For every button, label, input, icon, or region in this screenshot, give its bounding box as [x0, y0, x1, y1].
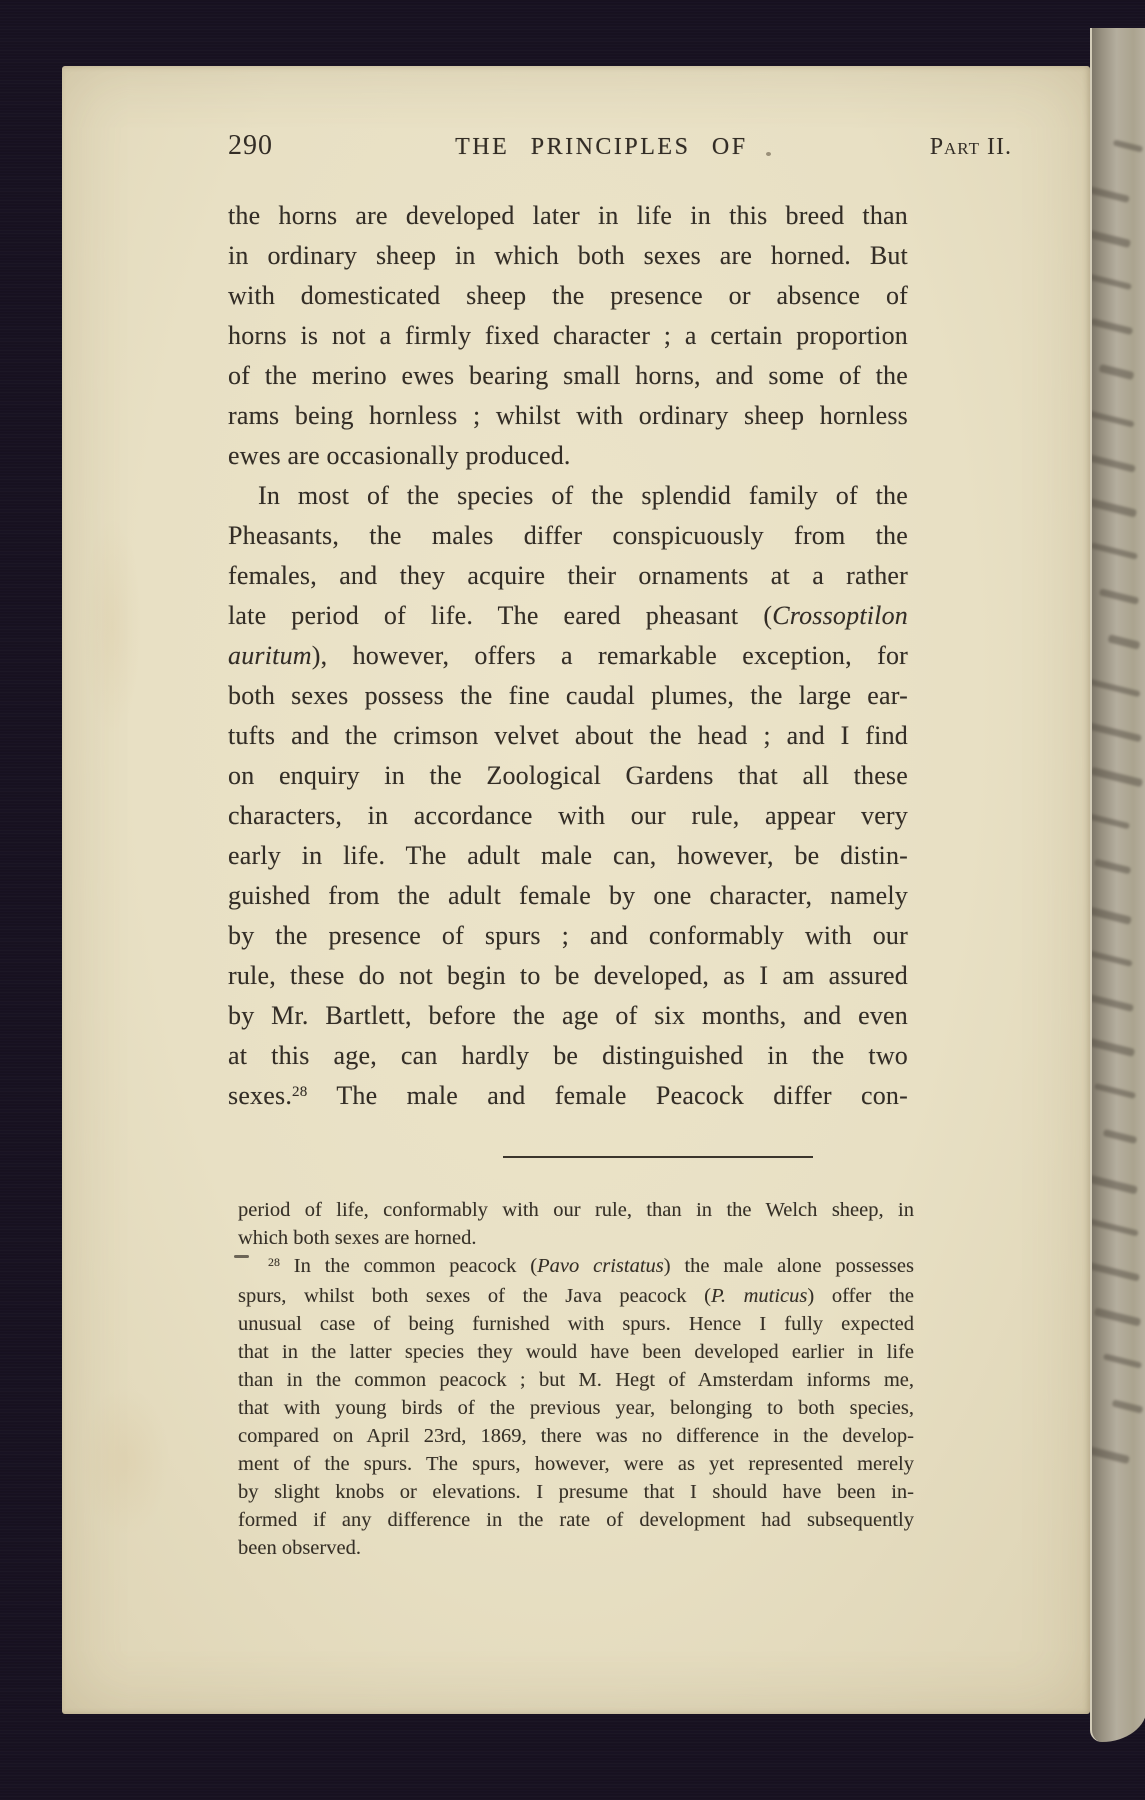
- text-line: early in life. The adult male can, however, be distin-: [228, 841, 908, 870]
- blurred-text-line: [1099, 588, 1140, 604]
- footnote-line: than in the common peacock ; but M. Hegt of Amsterdam informs me,: [238, 1369, 914, 1391]
- footnote-line: compared on April 23rd, 1869, there was no difference in the develop-: [238, 1425, 914, 1447]
- book-page: [62, 66, 1090, 1714]
- blurred-text-line: [1090, 767, 1143, 788]
- blurred-text-line: [1090, 226, 1131, 248]
- blurred-text-line: [1090, 945, 1133, 967]
- blurred-text-line: [1090, 404, 1135, 427]
- footnote-line: spurs, whilst both sexes of the Java peacock (P. muticus) offer the: [238, 1285, 914, 1307]
- page-stain: [80, 1386, 170, 1536]
- text-line: Pheasants, the males differ conspicuously from the: [228, 521, 908, 550]
- blurred-text-line: [1103, 1353, 1142, 1368]
- blurred-text-line: [1090, 675, 1141, 698]
- footnote-line: period of life, conformably with our rule, than in the Welch sheep, in: [238, 1199, 914, 1221]
- blurred-text-line: [1090, 1215, 1139, 1236]
- part-label: Part II.: [929, 134, 1012, 160]
- footnote-line: that with young birds of the previous year, belonging to both species,: [238, 1397, 914, 1419]
- footnote-line: which both sexes are horned.: [238, 1227, 477, 1249]
- blurred-text-line: [1108, 634, 1141, 650]
- footnote-line: unusual case of being furnished with spurs. Hence I fully expected: [238, 1313, 914, 1335]
- text-line: In most of the species of the splendid family of the: [258, 481, 908, 510]
- blurred-text-line: [1090, 180, 1130, 203]
- text-line: with domesticated sheep the presence or absence of: [228, 281, 908, 310]
- text-line: rams being hornless ; whilst with ordinary sheep hornless: [228, 401, 908, 430]
- text-line: sexes.$^{28}$ The male and female Peacock differ con-: [228, 1081, 908, 1110]
- footnote-section: [238, 1196, 914, 1562]
- text-line: ewes are occasionally produced.: [228, 441, 571, 470]
- text-line: guished from the adult female by one character, namely: [228, 881, 908, 910]
- ink-artifact-dash: [234, 1255, 249, 1258]
- blurred-text-line: [1090, 318, 1133, 335]
- footnote-line: $^{28}$ In the common peacock (Pavo cristatus) the male alone possesses: [268, 1255, 914, 1277]
- blurred-text-line: [1094, 859, 1132, 875]
- footnote-line: formed if any difference in the rate of development had subsequently: [238, 1509, 914, 1531]
- footnote-line: been observed.: [238, 1537, 361, 1559]
- blurred-text-line: [1094, 1083, 1136, 1099]
- blurred-text-line: [1113, 139, 1144, 152]
- blurred-text-line: [1090, 542, 1138, 559]
- blurred-text-line: [1090, 1261, 1140, 1281]
- blurred-text-line: [1103, 1129, 1138, 1144]
- footnote-divider: [503, 1156, 813, 1158]
- footnote-line: that in the latter species they would have been developed earlier in life: [238, 1341, 914, 1363]
- footnote-line: ment of the spurs. The spurs, however, were as yet represented merely: [238, 1453, 914, 1475]
- text-line: rule, these do not begin to be developed, as I am assured: [228, 961, 908, 990]
- text-line: females, and they acquire their ornaments at a rather: [228, 561, 908, 590]
- blurred-text-line: [1099, 364, 1135, 380]
- blurred-text-line: [1094, 1307, 1142, 1326]
- text-line: at this age, can hardly be distinguished in the two: [228, 1041, 908, 1070]
- text-line: characters, in accordance with our rule, appear very: [228, 801, 908, 830]
- footnote-line: by slight knobs or elevations. I presume that I should have been in-: [238, 1481, 914, 1503]
- page-header: [228, 130, 1012, 162]
- running-title: THE PRINCIPLES OF: [455, 134, 748, 160]
- text-line: the horns are developed later in life in this breed than: [228, 201, 908, 230]
- text-line: on enquiry in the Zoological Gardens that all these: [228, 761, 908, 790]
- blurred-text-line: [1090, 721, 1142, 743]
- text-line: by the presence of spurs ; and conformably with our: [228, 921, 908, 950]
- blurred-text-line: [1090, 1440, 1130, 1464]
- blurred-text-line: [1090, 496, 1137, 517]
- body-text: [228, 196, 908, 1120]
- text-line: both sexes possess the fine caudal plumes, the large ear-: [228, 681, 908, 710]
- page-number: 290: [228, 130, 273, 161]
- blurred-text-line: [1090, 813, 1130, 830]
- blurred-text-line: [1090, 272, 1132, 290]
- next-page-edge: [1090, 28, 1145, 1742]
- blurred-text-line: [1090, 991, 1134, 1012]
- text-line: late period of life. The eared pheasant (Crossoptilon: [228, 601, 908, 630]
- page-stain: [82, 516, 142, 736]
- text-line: auritum), however, offers a remarkable exception, for: [228, 641, 908, 670]
- blurred-text-line: [1090, 1037, 1135, 1057]
- blurred-text-line: [1090, 899, 1132, 925]
- text-line: of the merino ewes bearing small horns, and some of the: [228, 361, 908, 390]
- blurred-text-line: [1090, 450, 1136, 472]
- text-line: horns is not a firmly fixed character ; a certain proportion: [228, 321, 908, 350]
- text-line: in ordinary sheep in which both sexes are horned. But: [228, 241, 908, 270]
- blurred-text-line: [1090, 1170, 1138, 1195]
- blurred-text-line: [1112, 1399, 1144, 1413]
- text-line: tufts and the crimson velvet about the head ; and I find: [228, 721, 908, 750]
- text-line: by Mr. Bartlett, before the age of six months, and even: [228, 1001, 908, 1030]
